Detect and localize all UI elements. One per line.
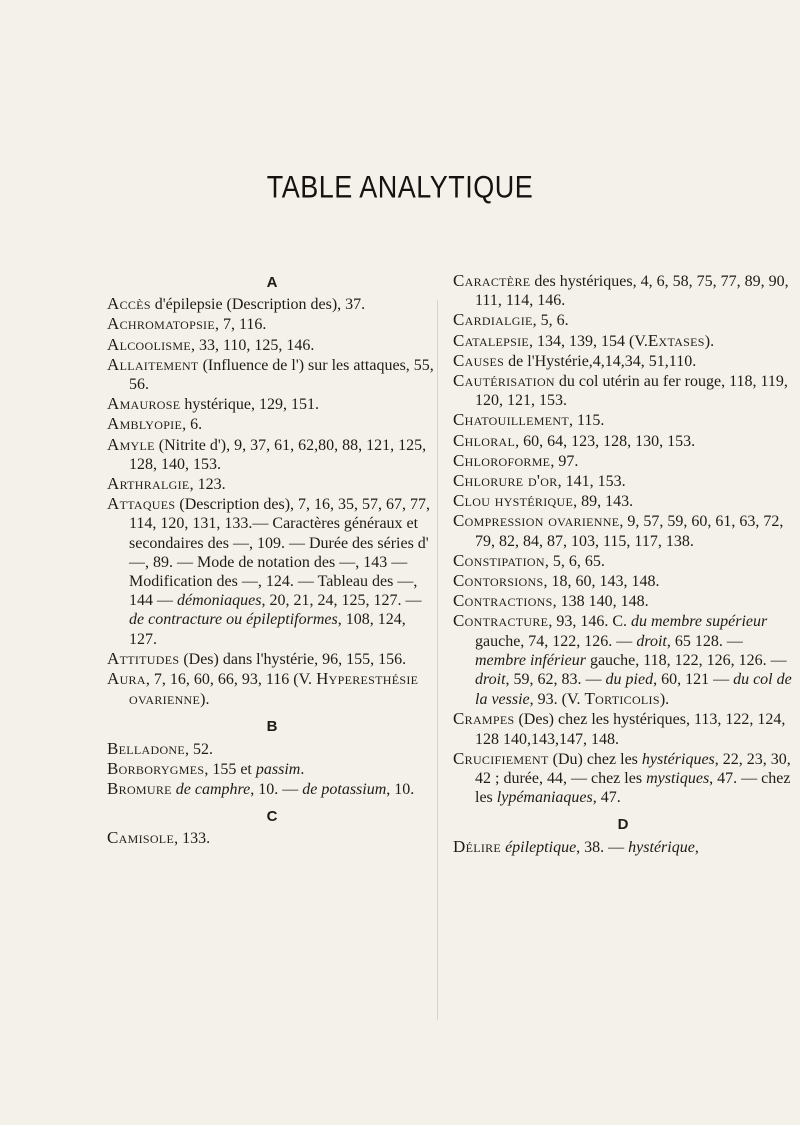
index-entry: Cardialgie, 5, 6.	[453, 310, 569, 330]
index-entry: Attaques (Description des), 7, 16, 35, 57, 67, 77, 114, 120, 131, 133.— Caractères généraux et secondaires des —, 109. — Durée des séries d' —, 89. — Mode de notation des —, 143 — Modification des —, 124. — Tableau des —, 144 — démoniaques, 20, 21, 24, 125, 127. — de contracture ou épileptiformes, 108, 124, 127.	[107, 494, 431, 648]
index-entry: Causes de l'Hystérie,4,14,34, 51,110.	[453, 350, 697, 370]
index-entry: Délire épileptique, 38. — hystérique,	[453, 836, 699, 856]
section-letter-a: A	[266, 274, 278, 291]
index-entry: Clou hystérique, 89, 143.	[453, 491, 634, 511]
index-entry: Camisole, 133.	[107, 828, 211, 848]
index-entry: Achromatopsie, 7, 116.	[107, 314, 267, 334]
index-entry: Chloroforme, 97.	[453, 450, 579, 470]
page-title: TABLE ANALYTIQUE	[266, 169, 534, 205]
index-entry: Chatouillement, 115.	[453, 410, 605, 430]
column-divider	[437, 300, 438, 1020]
index-entry: Compression ovarienne, 9, 57, 59, 60, 61, 63, 72, 79, 82, 84, 87, 103, 115, 117, 138.	[453, 511, 784, 550]
index-entry: Aura, 7, 16, 60, 66, 93, 116 (V. Hyperesthésie ovarienne).	[107, 669, 419, 709]
index-entry: Chloral, 60, 64, 123, 128, 130, 153.	[453, 430, 696, 450]
section-letter-d: D	[617, 816, 629, 834]
index-entry: Amaurose hystérique, 129, 151.	[107, 394, 320, 414]
index-entry: Contractions, 138 140, 148.	[453, 591, 649, 611]
index-entry: Arthralgie, 123.	[107, 474, 226, 494]
left-column	[107, 265, 437, 849]
index-entry: Catalepsie, 134, 139, 154 (V.Extases).	[453, 330, 715, 350]
index-entry: Belladone, 52.	[107, 738, 214, 758]
index-entry: Crampes (Des) chez les hystériques, 113, 122, 124, 128 140,143,147, 148.	[453, 709, 786, 748]
index-entry: Alcoolisme, 33, 110, 125, 146.	[107, 334, 315, 354]
index-entry: Crucifiement (Du) chez les hystériques, 22, 23, 30, 42 ; durée, 44, — chez les mystiques, 47. — chez les lypémaniaques, 47.	[453, 748, 791, 807]
index-entry: Amblyopie, 6.	[107, 414, 203, 434]
index-entry: Chlorure d'or, 141, 153.	[453, 471, 626, 491]
index-entry: Constipation, 5, 6, 65.	[453, 550, 605, 570]
index-entry: Borborygmes, 155 et passim.	[107, 758, 305, 778]
index-entry: Accès d'épilepsie (Description des), 37.	[107, 294, 366, 314]
index-entry: Contracture, 93, 146. C. du membre supérieur gauche, 74, 122, 126. — droit, 65 128. — membre inférieur gauche, 118, 122, 126, 126. — droit, 59, 62, 83. — du pied, 60, 121 — du col de la vessie, 93. (V. Torticolis).	[453, 611, 792, 709]
index-entry: Attitudes (Des) dans l'hystérie, 96, 155, 156.	[107, 648, 407, 668]
right-column	[453, 271, 793, 857]
index-entry: Bromure de camphre, 10. — de potassium, 10.	[107, 779, 415, 799]
index-entry: Allaitement (Influence de l') sur les attaques, 55, 56.	[107, 354, 434, 394]
index-entry: Cautérisation du col utérin au fer rouge, 118, 119, 120, 121, 153.	[453, 371, 788, 410]
index-entry: Amyle (Nitrite d'), 9, 37, 61, 62,80, 88, 121, 125, 128, 140, 153.	[107, 434, 427, 473]
index-entry: Contorsions, 18, 60, 143, 148.	[453, 571, 660, 591]
section-letter-b: B	[266, 718, 278, 736]
index-entry: Caractère des hystériques, 4, 6, 58, 75, 77, 89, 90, 111, 114, 146.	[453, 271, 789, 310]
section-letter-c: C	[266, 808, 278, 826]
